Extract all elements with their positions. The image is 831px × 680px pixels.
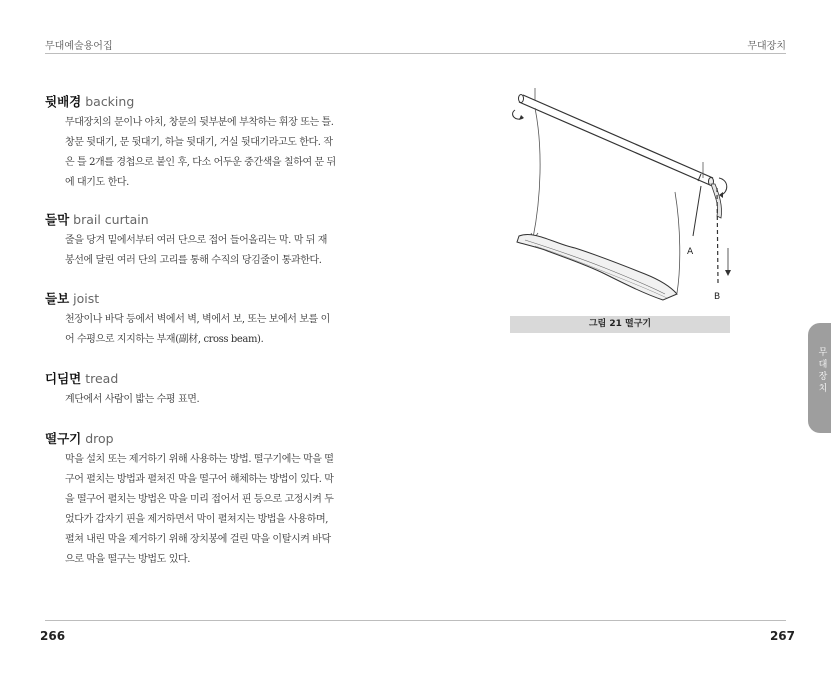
glossary-entry-backing [45, 94, 375, 193]
entry-term [45, 431, 375, 447]
figure-label-b: B [714, 292, 721, 302]
term-english: tread [85, 371, 119, 386]
term-korean: 디딤면 [45, 371, 82, 386]
entry-term [45, 212, 375, 228]
definition-line: 은 틀 2개를 경첩으로 붙인 후, 다소 어두운 중간색을 칠하여 문 뒤 [65, 157, 336, 168]
footer-rule [45, 620, 786, 621]
chapter-tab-label: 무대장치 [818, 348, 828, 394]
definition-line: 에 대기도 한다. [65, 177, 129, 188]
glossary-entry-drop [45, 431, 375, 570]
term-korean: 뒷배경 [45, 94, 82, 109]
term-english: backing [85, 94, 135, 109]
term-korean: 들보 [45, 291, 70, 306]
definition-line: 구어 펼치는 방법과 펼쳐진 막을 떨구어 해체하는 방법이 있다. 막 [65, 474, 334, 485]
chapter-side-tab [808, 323, 831, 433]
definition-line: 창문 뒷대기, 문 뒷대기, 하늘 뒷대기, 거실 뒷대기라고도 한다. 작 [65, 137, 333, 148]
definition-line: 계단에서 사람이 밟는 수평 표면. [65, 394, 200, 405]
definition-line: 을 떨구어 펼치는 방법은 막을 미리 접어서 핀 등으로 고정시켜 두 [65, 494, 334, 505]
entry-definition [65, 310, 375, 350]
term-english: brail curtain [73, 212, 149, 227]
glossary-entry-brail-curtain [45, 212, 375, 271]
figure-caption: 그림 21 떨구기 [510, 316, 730, 333]
entry-term [45, 371, 375, 387]
page-number-right: 267 [769, 629, 795, 643]
definition-line: 으로 막을 떨구는 방법도 있다. [65, 554, 191, 565]
term-korean: 들막 [45, 212, 70, 227]
definition-line: 막을 설치 또는 제거하기 위해 사용하는 방법. 떨구기에는 막을 떨 [65, 454, 334, 465]
entry-definition [65, 113, 375, 193]
definition-line: 봉선에 달린 여러 단의 고리를 통해 수직의 당김줄이 통과한다. [65, 255, 322, 266]
page-number-left: 266 [40, 629, 66, 643]
definition-line: 천장이나 바닥 등에서 벽에서 벽, 벽에서 보, 또는 보에서 보를 이 [65, 314, 330, 325]
glossary-entry-joist [45, 291, 375, 350]
term-korean: 떨구기 [45, 431, 82, 446]
term-english: joist [73, 291, 100, 306]
definition-line: 어 수평으로 지지하는 부재(副材, cross beam). [65, 334, 264, 345]
entry-term [45, 291, 375, 307]
entry-definition [65, 450, 375, 570]
entry-definition [65, 390, 375, 410]
entry-term [45, 94, 375, 110]
entry-definition [65, 231, 375, 271]
glossary-entry-tread [45, 371, 375, 410]
header-rule [45, 53, 786, 54]
figure-label-a: A [687, 247, 694, 257]
definition-line: 줄을 당겨 밑에서부터 여러 단으로 접어 들어올리는 막. 막 뒤 재 [65, 235, 328, 246]
drop-curtain-illustration [505, 88, 735, 303]
running-header-left: 무대예술용어집 [45, 41, 113, 52]
definition-line: 무대장치의 문이나 아치, 창문의 뒷부분에 부착하는 휘장 또는 틀. [65, 117, 334, 128]
definition-line: 펼쳐 내린 막을 제거하기 위해 장치봉에 걸린 막을 이탈시켜 바닥 [65, 534, 331, 545]
term-english: drop [85, 431, 114, 446]
definition-line: 었다가 갑자기 핀을 제거하면서 막이 펼쳐지는 방법을 사용하며, [65, 514, 328, 525]
running-header-right: 무대장치 [747, 41, 786, 52]
